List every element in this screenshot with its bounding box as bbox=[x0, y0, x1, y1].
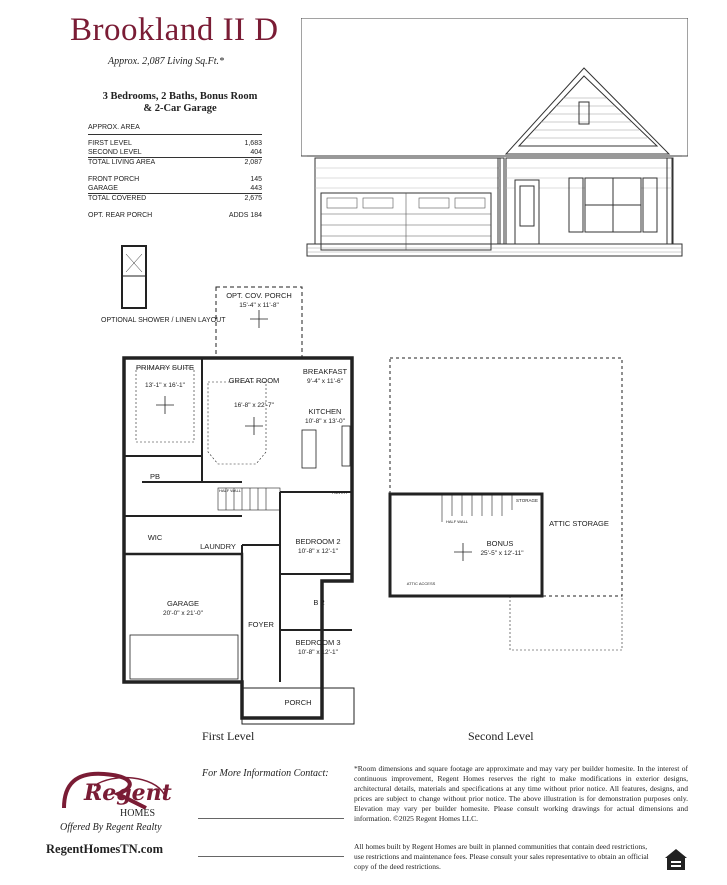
opt-porch-label: OPT. COV. PORCH bbox=[226, 291, 292, 300]
bonus-half-wall-label: HALF WALL bbox=[445, 519, 469, 524]
second-level-caption: Second Level bbox=[468, 729, 534, 743]
offered-by: Offered By Regent Realty bbox=[60, 822, 162, 833]
garage-dim: 20'-0" x 21'-0" bbox=[163, 610, 203, 617]
svg-text:Regent: Regent bbox=[84, 780, 172, 806]
disclaimer-deed: All homes built by Regent Homes are built in planned communities that contain deed restrictions, use restrictions and maintenance fees. Please consult your sales representative to obtain an official copy of the deed restrictions. bbox=[354, 842, 649, 871]
garage-label: GARAGE bbox=[166, 599, 200, 608]
first-level-caption: First Level bbox=[202, 729, 255, 743]
contact-label: For More Information Contact: bbox=[202, 768, 329, 779]
area-row: FIRST LEVEL 1,683 bbox=[88, 140, 262, 147]
area-row: SECOND LEVEL 404 bbox=[88, 149, 262, 156]
floor-plans-drawing bbox=[90, 240, 727, 740]
breakfast-label: BREAKFAST bbox=[302, 367, 348, 376]
porch-label: PORCH bbox=[284, 698, 312, 707]
svg-text:HOMES: HOMES bbox=[120, 808, 156, 819]
area-heading: APPROX. AREA bbox=[88, 123, 262, 135]
attic-storage-label: ATTIC STORAGE bbox=[549, 519, 609, 528]
living-sqft: Approx. 2,087 Living Sq.Ft.* bbox=[108, 56, 225, 67]
plan-title: Brookland II D bbox=[70, 12, 279, 48]
great-room-dim: 16'-8" x 22'-7" bbox=[234, 402, 274, 409]
regent-homes-logo bbox=[54, 764, 174, 820]
storage-label: STORAGE bbox=[516, 498, 538, 503]
foyer-label: FOYER bbox=[248, 620, 274, 629]
kitchen-dim: 10'-8" x 13'-0" bbox=[305, 418, 345, 425]
bedroom3-label: BEDROOM 3 bbox=[295, 638, 341, 647]
laundry-label: LAUNDRY bbox=[200, 542, 236, 551]
features-line-1: 3 Bedrooms, 2 Baths, Bonus Room bbox=[102, 91, 258, 102]
area-total-living: TOTAL LIVING AREA 2,087 bbox=[88, 159, 262, 166]
primary-suite-dim: 13'-1" x 16'-1" bbox=[145, 382, 185, 389]
opt-porch-dim: 15'-4" x 11'-8" bbox=[239, 302, 279, 309]
features-summary bbox=[80, 91, 280, 115]
breakfast-dim: 9'-4" x 11'-6" bbox=[307, 378, 343, 385]
bath2-label: B 2 bbox=[313, 598, 325, 607]
area-row: FRONT PORCH 145 bbox=[88, 176, 262, 183]
disclaimer-dimensions: *Room dimensions and square footage are approximate and may vary per builder homesite. In the interest of continuous improvement, Regent Homes reserves the right to make modifications in exterior designs, architectural details, materials and specifications at any time without prior notice. All features, designs, and prices are subject to change without prior notice. The above illustration is for demonstration purposes only. Elevation may vary per builder homesite. Please consult working drawings for actual dimensions and information. ©2025 Regent Homes LLC. bbox=[354, 764, 688, 823]
half-wall-label: HALF WALL bbox=[218, 488, 242, 493]
front-elevation-drawing bbox=[301, 18, 688, 258]
area-table bbox=[88, 123, 262, 220]
pb-label: PB bbox=[149, 472, 161, 481]
bonus-dim: 25'-5" x 12'-11" bbox=[480, 550, 524, 557]
attic-access-label: ATTIC ACCESS bbox=[406, 581, 436, 586]
bedroom2-label: BEDROOM 2 bbox=[295, 537, 341, 546]
primary-suite-label: PRIMARY SUITE bbox=[135, 363, 195, 372]
great-room-label: GREAT ROOM bbox=[228, 376, 280, 385]
bedroom3-dim: 10'-8" x 12'-1" bbox=[298, 649, 338, 656]
bonus-label: BONUS bbox=[486, 539, 514, 548]
wic-label: WIC bbox=[147, 533, 163, 542]
contact-line bbox=[198, 818, 344, 819]
website-link[interactable]: RegentHomesTN.com bbox=[46, 842, 163, 856]
bedroom2-dim: 10'-8" x 12'-1" bbox=[298, 548, 338, 555]
area-total-covered: TOTAL COVERED 2,675 bbox=[88, 195, 262, 202]
area-opt-rear-porch: OPT. REAR PORCH ADDS 184 bbox=[88, 212, 262, 219]
equal-housing-icon bbox=[662, 846, 690, 874]
pantry-label: PANTRY bbox=[332, 490, 348, 495]
features-line-2: & 2-Car Garage bbox=[143, 103, 217, 114]
kitchen-label: KITCHEN bbox=[308, 407, 342, 416]
area-row: GARAGE 443 bbox=[88, 185, 262, 192]
contact-line bbox=[198, 856, 344, 857]
optional-layout-label: OPTIONAL SHOWER / LINEN LAYOUT bbox=[101, 317, 226, 324]
